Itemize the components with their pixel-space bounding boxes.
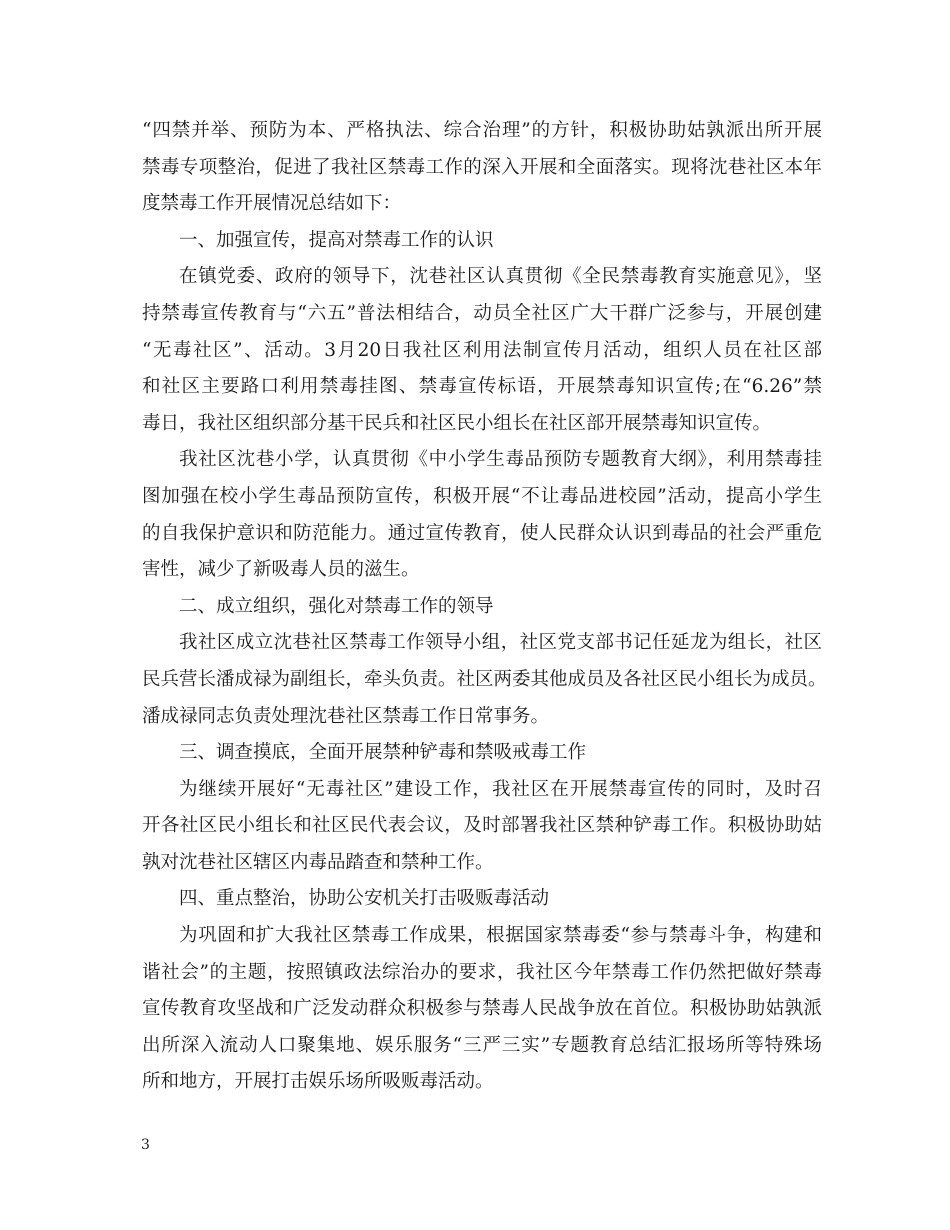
text-line: 孰对沈巷社区辖区内毒品踏查和禁种工作。 [142, 851, 494, 873]
text-line: 和社区主要路口利用禁毒挂图、禁毒宣传标语，开展禁毒知识宣传;在“6.26”禁 [142, 376, 822, 398]
text-line: 为巩固和扩大我社区禁毒工作成果，根据国家禁毒委“参与禁毒斗争，构建和 [179, 925, 822, 947]
text-line: 出所深入流动人口聚集地、娱乐服务“三严三实”专题教育总结汇报场所等特殊场 [142, 1034, 822, 1056]
text-line: 在镇党委、政府的领导下，沈巷社区认真贯彻《全民禁毒教育实施意见》，坚 [179, 266, 822, 288]
text-line: 谐社会”的主题，按照镇政法综治办的要求，我社区今年禁毒工作仍然把做好禁毒 [142, 961, 822, 983]
text-line: 禁毒专项整治，促进了我社区禁毒工作的深入开展和全面落实。现将沈巷社区本年 [142, 156, 822, 178]
text-line: 民兵营长潘成禄为副组长，牵头负责。社区两委其他成员及各社区民小组长为成员。 [142, 668, 827, 690]
text-line: 度禁毒工作开展情况总结如下： [142, 193, 402, 215]
text-line: 二、成立组织，强化对禁毒工作的领导 [179, 595, 494, 617]
text-line: 持禁毒宣传教育与“六五”普法相结合，动员全社区广大干群广泛参与，开展创建 [142, 302, 822, 324]
text-line: “无毒社区”、活动。3月20日我社区利用法制宣传月活动，组织人员在社区部 [142, 339, 822, 361]
text-line: 潘成禄同志负责处理沈巷社区禁毒工作日常事务。 [142, 705, 550, 727]
text-line: 开各社区民小组长和社区民代表会议，及时部署我社区禁种铲毒工作。积极协助姑 [142, 815, 822, 837]
text-line: 我社区成立沈巷社区禁毒工作领导小组，社区党支部书记任延龙为组长，社区 [179, 632, 822, 654]
text-line: 为继续开展好“无毒社区”建设工作，我社区在开展禁毒宣传的同时，及时召 [179, 778, 822, 800]
text-line: 害性，减少了新吸毒人员的滋生。 [142, 559, 420, 581]
text-line: 所和地方，开展打击娱乐场所吸贩毒活动。 [142, 1071, 494, 1093]
text-line: 图加强在校小学生毒品预防宣传，积极开展“不让毒品进校园”活动，提高小学生 [142, 485, 822, 507]
document-body [142, 113, 827, 1101]
text-line: “四禁并举、预防为本、严格执法、综合治理”的方针，积极协助姑孰派出所开展 [142, 120, 822, 141]
text-line: 我社区沈巷小学，认真贯彻《中小学生毒品预防专题教育大纲》，利用禁毒挂 [179, 449, 822, 471]
text-line: 宣传教育攻坚战和广泛发动群众积极参与禁毒人民战争放在首位。积极协助姑孰派 [142, 998, 822, 1020]
page-number: 3 [141, 1137, 150, 1153]
text-line: 三、调查摸底，全面开展禁种铲毒和禁吸戒毒工作 [179, 742, 587, 764]
text-line: 毒日，我社区组织部分基干民兵和社区民小组长在社区部开展禁毒知识宣传。 [142, 412, 772, 434]
text-line: 一、加强宣传，提高对禁毒工作的认识 [179, 229, 494, 251]
text-line: 的自我保护意识和防范能力。通过宣传教育，使人民群众认识到毒品的社会严重危 [142, 522, 822, 544]
text-line: 四、重点整治，协助公安机关打击吸贩毒活动 [179, 888, 550, 910]
